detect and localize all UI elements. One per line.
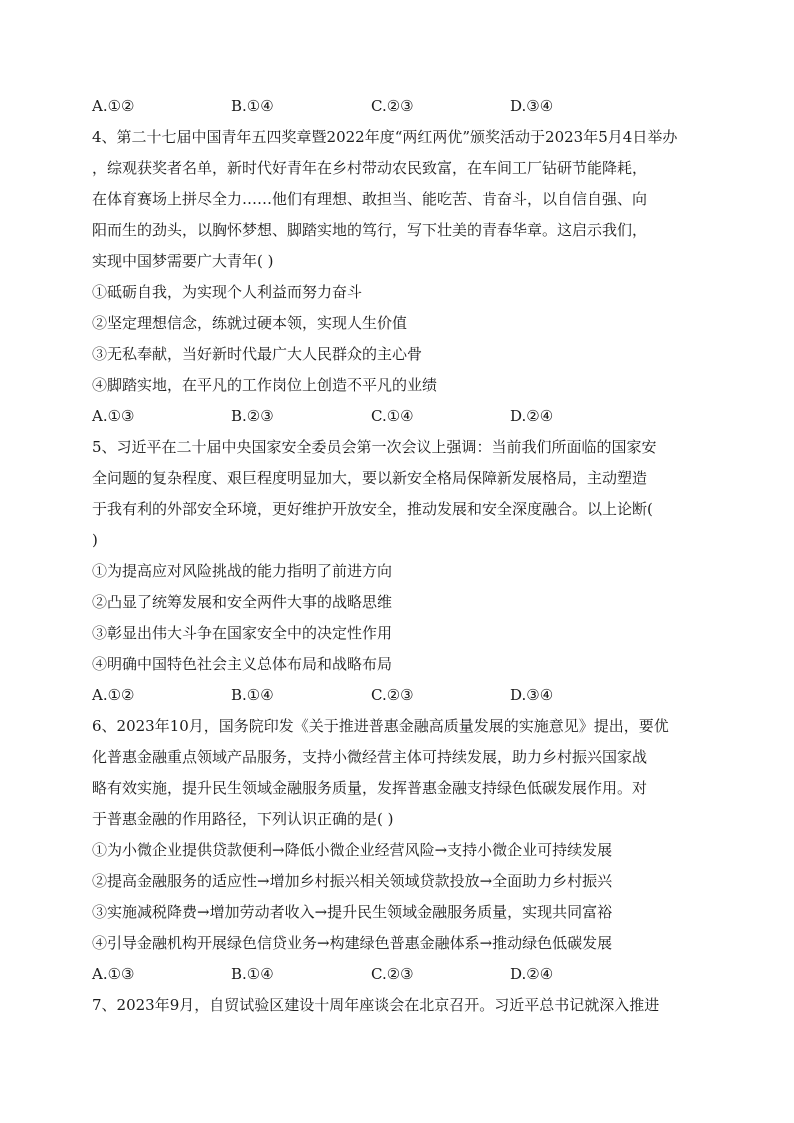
q4-choice-c[interactable]: C.①④ (371, 407, 414, 425)
q4-stem-line: ，综观获奖者名单，新时代好青年在乡村带动农民致富，在车间工厂钻研节能降耗， (92, 159, 648, 177)
q3-choice-c[interactable]: C.②③ (371, 97, 414, 115)
q4-option-1: ①砥砺自我，为实现个人利益而努力奋斗 (92, 283, 363, 301)
q5-option-2: ②凸显了统筹发展和安全两件大事的战略思维 (92, 593, 393, 611)
q4-choice-d[interactable]: D.②④ (510, 407, 554, 425)
q5-choice-a[interactable]: A.①② (92, 686, 135, 704)
q5-option-3: ③彰显出伟大斗争在国家安全中的决定性作用 (92, 624, 393, 642)
q3-choice-b[interactable]: B.①④ (231, 97, 274, 115)
q6-stem-line: 6、2023年10月，国务院印发《关于推进普惠金融高质量发展的实施意见》提出，要优 (92, 717, 669, 735)
q5-stem-line: 5、习近平在二十届中央国家安全委员会第一次会议上强调：当前我们所面临的国家安 (92, 438, 657, 456)
q5-stem-line: ) (92, 531, 98, 549)
q6-choice-a[interactable]: A.①③ (92, 965, 135, 983)
q4-choices (92, 406, 712, 426)
q7-stem-line: 7、2023年9月，自贸试验区建设十周年座谈会在北京召开。习近平总书记就深入推进 (92, 996, 660, 1014)
q6-stem-line: 略有效实施，提升民生领域金融服务质量，发挥普惠金融支持绿色低碳发展作用。对 (92, 779, 648, 797)
q6-choice-b[interactable]: B.①④ (231, 965, 274, 983)
q5-choice-b[interactable]: B.①④ (231, 686, 274, 704)
q6-option-1: ①为小微企业提供贷款便利→降低小微企业经营风险→支持小微企业可持续发展 (92, 841, 613, 859)
q4-option-2: ②坚定理想信念，练就过硬本领，实现人生价值 (92, 314, 408, 332)
q6-stem-line: 于普惠金融的作用路径，下列认识正确的是( ) (92, 810, 394, 828)
q4-stem-line: 在体育赛场上拼尽全力……他们有理想、敢担当、能吃苦、肯奋斗，以自信自强、向 (92, 190, 648, 208)
q4-choice-b[interactable]: B.②③ (231, 407, 274, 425)
q6-choices (92, 964, 712, 984)
q4-stem-line: 4、第二十七届中国青年五四奖章暨2022年度“两红两优”颁奖活动于2023年5月4日举办 (92, 128, 678, 146)
q6-option-4: ④引导金融机构开展绿色信贷业务→构建绿色普惠金融体系→推动绿色低碳发展 (92, 934, 613, 952)
q4-stem-line: 实现中国梦需要广大青年( ) (92, 252, 274, 270)
q6-choice-c[interactable]: C.②③ (371, 965, 414, 983)
q6-choice-d[interactable]: D.②④ (510, 965, 554, 983)
q5-choice-c[interactable]: C.②③ (371, 686, 414, 704)
q3-choice-d[interactable]: D.③④ (510, 97, 554, 115)
q6-option-3: ③实施减税降费→增加劳动者收入→提升民生领域金融服务质量，实现共同富裕 (92, 903, 613, 921)
q4-stem-line: 阳而生的劲头，以胸怀梦想、脚踏实地的笃行，写下壮美的青春华章。这启示我们， (92, 221, 648, 239)
q4-option-4: ④脚踏实地，在平凡的工作岗位上创造不平凡的业绩 (92, 376, 438, 394)
q4-option-3: ③无私奉献，当好新时代最广大人民群众的主心骨 (92, 345, 423, 363)
q5-choices (92, 685, 712, 705)
q5-stem-line: 于我有利的外部安全环境，更好维护开放安全，推动发展和安全深度融合。以上论断( (92, 500, 653, 518)
q5-option-4: ④明确中国特色社会主义总体布局和战略布局 (92, 655, 393, 673)
q6-option-2: ②提高金融服务的适应性→增加乡村振兴相关领域贷款投放→全面助力乡村振兴 (92, 872, 613, 890)
q5-stem-line: 全问题的复杂程度、艰巨程度明显加大，要以新安全格局保障新发展格局，主动塑造 (92, 469, 648, 487)
q6-stem-line: 化普惠金融重点领域产品服务，支持小微经营主体可持续发展，助力乡村振兴国家战 (92, 748, 648, 766)
q4-choice-a[interactable]: A.①③ (92, 407, 135, 425)
q5-option-1: ①为提高应对风险挑战的能力指明了前进方向 (92, 562, 393, 580)
q3-choices (92, 96, 712, 116)
q5-choice-d[interactable]: D.③④ (510, 686, 554, 704)
q3-choice-a[interactable]: A.①② (92, 97, 135, 115)
